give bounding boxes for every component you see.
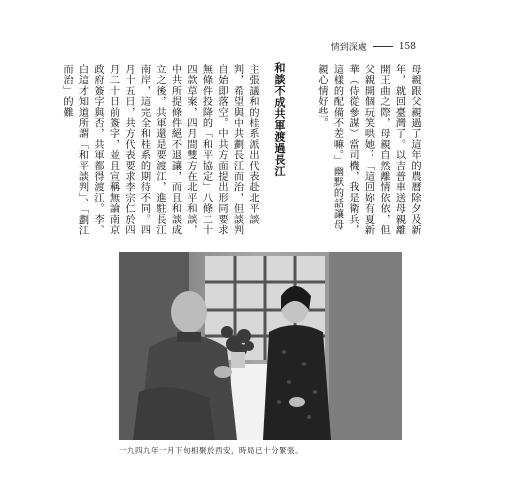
historical-photo	[119, 252, 402, 440]
section-heading: 和談不成共軍渡過長江	[273, 62, 286, 177]
photo-caption: 一九四九年一月下旬相聚於西安，時局已十分緊張。	[119, 446, 303, 455]
header-rule	[373, 46, 393, 47]
paragraph-1: 母親跟父親過了這年的農曆除夕及新年，就回臺灣了。以吉普車送母親離開王曲之際，母親自然離情依依，但父親開個玩笑哄她：「這回妳有夏新華（侍從參謀）當司機，我是衛兵，這樣的配備不差嘛。」幽默的話讓母親心情好些。	[316, 64, 420, 236]
page-number: 158	[398, 41, 416, 52]
photo-illustration	[119, 252, 402, 440]
chapter-title: 情到深處	[330, 43, 367, 53]
paragraph-2: 主張議和的桂系派出代表赴北平談判，希望與中共劃長江而治，但談判自始即落空。中共方面提出形同要求無條件投降的「和平協定」八條二十四款草案，四月間雙方在北平和談，中共所提條件絕不退讓，而且和談成立之後，共軍還是要渡江，進駐長江南岸，這完全和桂系的期待不同。四月十五日，共方代表要求李宗仁於四月二十日前簽字，並且宣稱無論南京政府簽字與否，共軍都得渡江。李、白這才知道所謂「和平談判」、「劃江而治」的難	[61, 64, 258, 236]
running-header	[331, 40, 416, 53]
